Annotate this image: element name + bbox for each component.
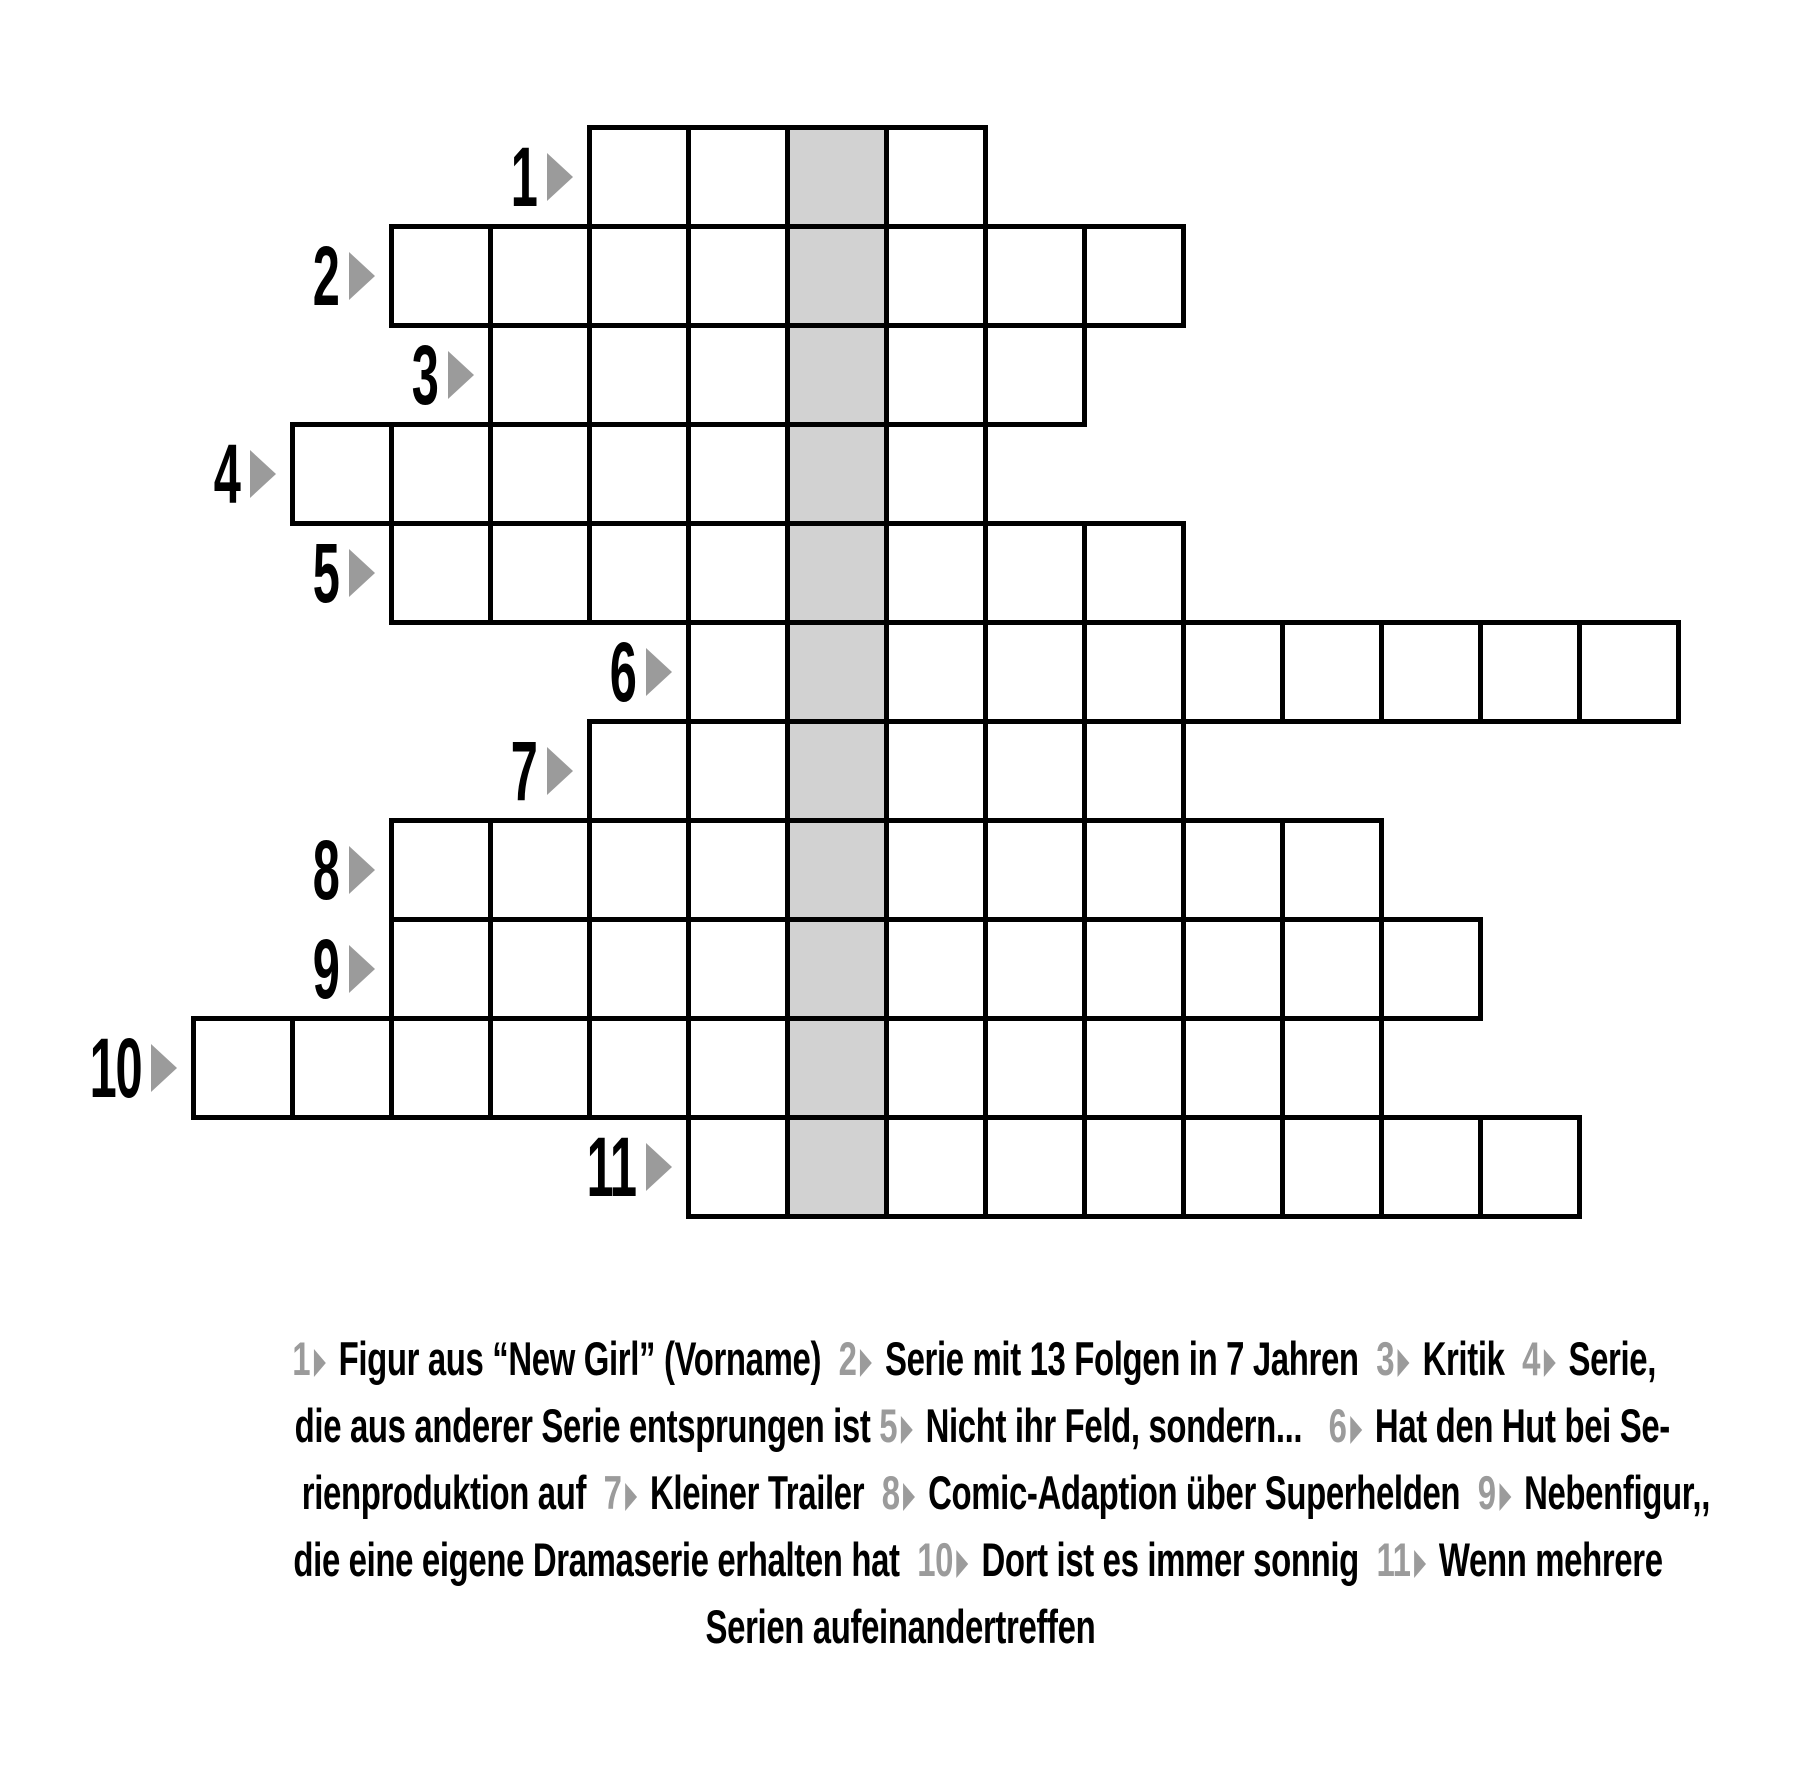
row-arrow-icon [646, 648, 672, 696]
row-arrow-icon [250, 450, 276, 498]
clue-text: die eine eigene Dramaserie erhalten hat [293, 1533, 918, 1586]
clue-number-5: 5 [879, 1399, 898, 1452]
clue-line-text [293, 1526, 1662, 1593]
cell-r11-c12[interactable] [1379, 1115, 1483, 1219]
cell-r8-c11[interactable] [1280, 818, 1384, 922]
cell-r4-c4[interactable] [587, 422, 691, 526]
clue-text: Dort ist es immer sonnig [972, 1533, 1377, 1586]
cell-r11-c9[interactable] [1082, 1115, 1186, 1219]
clue-text: Kritik [1413, 1332, 1523, 1385]
cell-r3-c4[interactable] [587, 323, 691, 427]
cell-r2-c5[interactable] [686, 224, 790, 328]
row-label-7 [253, 719, 573, 823]
clue-number-4: 4 [1522, 1332, 1541, 1385]
row-number-4: 4 [214, 427, 240, 521]
cell-r6-c11[interactable] [1280, 620, 1384, 724]
cell-r6-c14[interactable] [1577, 620, 1681, 724]
cell-r3-c3[interactable] [488, 323, 592, 427]
clue-text: Comic-Adaption über Superhelden [919, 1466, 1478, 1519]
cell-r8-c2[interactable] [389, 818, 493, 922]
solution-cell-r3[interactable] [785, 323, 889, 427]
clue-arrow-icon [1350, 1416, 1362, 1444]
cell-r6-c8[interactable] [983, 620, 1087, 724]
cell-r10-c8[interactable] [983, 1016, 1087, 1120]
cell-r6-c5[interactable] [686, 620, 790, 724]
cell-r8-c7[interactable] [884, 818, 988, 922]
row-number-7: 7 [511, 724, 537, 818]
clue-number-10: 10 [917, 1533, 954, 1586]
row-arrow-icon [448, 351, 474, 399]
clue-arrow-icon [314, 1349, 326, 1377]
row-number-9: 9 [313, 922, 339, 1016]
cell-r8-c9[interactable] [1082, 818, 1186, 922]
cell-r11-c8[interactable] [983, 1115, 1087, 1219]
cell-r4-c5[interactable] [686, 422, 790, 526]
cell-r1-c7[interactable] [884, 125, 988, 229]
row-arrow-icon [646, 1143, 672, 1191]
clue-text: Serie mit 13 Folgen in 7 Jahren [876, 1332, 1377, 1385]
clue-line-text [705, 1593, 1095, 1660]
clue-line-3 [0, 1459, 1800, 1526]
cell-r8-c5[interactable] [686, 818, 790, 922]
clue-number-7: 7 [603, 1466, 622, 1519]
clue-arrow-icon [1398, 1349, 1410, 1377]
clue-text: Figur aus “New Girl” (Vorname) [329, 1332, 839, 1385]
row-label-10 [0, 1016, 177, 1120]
cell-r10-c9[interactable] [1082, 1016, 1186, 1120]
cell-r7-c7[interactable] [884, 719, 988, 823]
cell-r5-c9[interactable] [1082, 521, 1186, 625]
clue-text: Serie, [1559, 1332, 1657, 1385]
clue-text: Hat den Hut bei Se- [1366, 1399, 1670, 1452]
cell-r10-c11[interactable] [1280, 1016, 1384, 1120]
row-label-3 [154, 323, 474, 427]
cell-r8-c4[interactable] [587, 818, 691, 922]
cell-r8-c8[interactable] [983, 818, 1087, 922]
row-arrow-icon [151, 1044, 177, 1092]
clue-arrow-icon [1499, 1483, 1511, 1511]
cell-r5-c7[interactable] [884, 521, 988, 625]
cell-r9-c9[interactable] [1082, 917, 1186, 1021]
cell-r4-c3[interactable] [488, 422, 592, 526]
row-label-2 [55, 224, 375, 328]
cell-r10-c1[interactable] [290, 1016, 394, 1120]
cell-r6-c13[interactable] [1478, 620, 1582, 724]
solution-cell-r11[interactable] [785, 1115, 889, 1219]
clue-arrow-icon [1414, 1550, 1426, 1578]
cell-r3-c5[interactable] [686, 323, 790, 427]
clue-text: Nicht ihr Feld, sondern... [916, 1399, 1329, 1452]
clue-line-text [302, 1459, 1710, 1526]
clue-line-text [292, 1325, 1656, 1392]
cell-r10-c5[interactable] [686, 1016, 790, 1120]
cell-r7-c4[interactable] [587, 719, 691, 823]
cell-r11-c13[interactable] [1478, 1115, 1582, 1219]
cell-r6-c7[interactable] [884, 620, 988, 724]
cell-r11-c5[interactable] [686, 1115, 790, 1219]
clue-arrow-icon [625, 1483, 637, 1511]
cell-r9-c8[interactable] [983, 917, 1087, 1021]
cell-r2-c8[interactable] [983, 224, 1087, 328]
row-label-8 [55, 818, 375, 922]
row-label-9 [55, 917, 375, 1021]
solution-cell-r9[interactable] [785, 917, 889, 1021]
solution-cell-r5[interactable] [785, 521, 889, 625]
cell-r7-c8[interactable] [983, 719, 1087, 823]
cell-r5-c5[interactable] [686, 521, 790, 625]
clue-arrow-icon [957, 1550, 969, 1578]
cell-r9-c7[interactable] [884, 917, 988, 1021]
clue-text: Serien aufeinandertreffen [705, 1600, 1095, 1653]
clue-arrow-icon [860, 1349, 872, 1377]
clue-number-2: 2 [838, 1332, 857, 1385]
row-arrow-icon [349, 846, 375, 894]
cell-r1-c4[interactable] [587, 125, 691, 229]
row-number-2: 2 [313, 229, 339, 323]
solution-cell-r6[interactable] [785, 620, 889, 724]
row-label-5 [55, 521, 375, 625]
cell-r6-c12[interactable] [1379, 620, 1483, 724]
clue-line-4 [0, 1526, 1800, 1593]
cell-r8-c10[interactable] [1181, 818, 1285, 922]
row-number-5: 5 [313, 526, 339, 620]
cell-r11-c11[interactable] [1280, 1115, 1384, 1219]
cell-r10-c2[interactable] [389, 1016, 493, 1120]
clue-number-3: 3 [1376, 1332, 1395, 1385]
cell-r3-c7[interactable] [884, 323, 988, 427]
row-arrow-icon [547, 153, 573, 201]
clue-list [0, 1325, 1800, 1660]
clue-text: rienproduktion auf [301, 1466, 604, 1519]
cell-r9-c12[interactable] [1379, 917, 1483, 1021]
clue-arrow-icon [1544, 1349, 1556, 1377]
cell-r9-c4[interactable] [587, 917, 691, 1021]
clue-text: Kleiner Trailer [641, 1466, 882, 1519]
solution-cell-r10[interactable] [785, 1016, 889, 1120]
cell-r2-c3[interactable] [488, 224, 592, 328]
cell-r11-c7[interactable] [884, 1115, 988, 1219]
cell-r10-c4[interactable] [587, 1016, 691, 1120]
cell-r5-c3[interactable] [488, 521, 592, 625]
clue-line-1 [0, 1325, 1800, 1392]
solution-cell-r1[interactable] [785, 125, 889, 229]
clue-number-1: 1 [292, 1332, 311, 1385]
cell-r8-c3[interactable] [488, 818, 592, 922]
row-number-6: 6 [610, 625, 636, 719]
cell-r10-c0[interactable] [191, 1016, 295, 1120]
solution-cell-r4[interactable] [785, 422, 889, 526]
cell-r9-c3[interactable] [488, 917, 592, 1021]
row-arrow-icon [349, 549, 375, 597]
solution-cell-r2[interactable] [785, 224, 889, 328]
clue-text: Wenn mehrere [1430, 1533, 1663, 1586]
clue-number-8: 8 [881, 1466, 900, 1519]
cell-r2-c9[interactable] [1082, 224, 1186, 328]
cell-r6-c9[interactable] [1082, 620, 1186, 724]
cell-r9-c10[interactable] [1181, 917, 1285, 1021]
cell-r3-c8[interactable] [983, 323, 1087, 427]
cell-r1-c5[interactable] [686, 125, 790, 229]
row-number-11: 11 [586, 1120, 636, 1214]
clue-line-text [295, 1392, 1670, 1459]
row-label-11 [352, 1115, 672, 1219]
cell-r4-c1[interactable] [290, 422, 394, 526]
cell-r10-c10[interactable] [1181, 1016, 1285, 1120]
solution-cell-r7[interactable] [785, 719, 889, 823]
clue-arrow-icon [901, 1416, 913, 1444]
row-number-3: 3 [412, 328, 438, 422]
cell-r2-c7[interactable] [884, 224, 988, 328]
row-arrow-icon [349, 945, 375, 993]
row-label-1 [253, 125, 573, 229]
clue-line-5 [0, 1593, 1800, 1660]
row-number-8: 8 [313, 823, 339, 917]
row-number-10: 10 [89, 1021, 141, 1115]
solution-cell-r8[interactable] [785, 818, 889, 922]
cell-r4-c7[interactable] [884, 422, 988, 526]
cell-r5-c2[interactable] [389, 521, 493, 625]
row-arrow-icon [547, 747, 573, 795]
cell-r6-c10[interactable] [1181, 620, 1285, 724]
clue-number-9: 9 [1477, 1466, 1496, 1519]
cell-r10-c3[interactable] [488, 1016, 592, 1120]
cell-r7-c9[interactable] [1082, 719, 1186, 823]
cell-r2-c4[interactable] [587, 224, 691, 328]
cell-r11-c10[interactable] [1181, 1115, 1285, 1219]
row-label-6 [352, 620, 672, 724]
clue-arrow-icon [903, 1483, 915, 1511]
cell-r2-c2[interactable] [389, 224, 493, 328]
clue-line-2 [0, 1392, 1800, 1459]
clue-text: die aus anderer Serie entsprungen ist [294, 1399, 880, 1452]
cell-r9-c5[interactable] [686, 917, 790, 1021]
cell-r4-c2[interactable] [389, 422, 493, 526]
row-label-4 [0, 422, 276, 526]
cell-r7-c5[interactable] [686, 719, 790, 823]
clue-text: Nebenfigur,, [1515, 1466, 1710, 1519]
cell-r10-c7[interactable] [884, 1016, 988, 1120]
row-arrow-icon [349, 252, 375, 300]
row-number-1: 1 [511, 130, 537, 224]
cell-r9-c2[interactable] [389, 917, 493, 1021]
cell-r5-c4[interactable] [587, 521, 691, 625]
clue-number-11: 11 [1376, 1533, 1411, 1586]
cell-r9-c11[interactable] [1280, 917, 1384, 1021]
cell-r5-c8[interactable] [983, 521, 1087, 625]
clue-number-6: 6 [1328, 1399, 1347, 1452]
